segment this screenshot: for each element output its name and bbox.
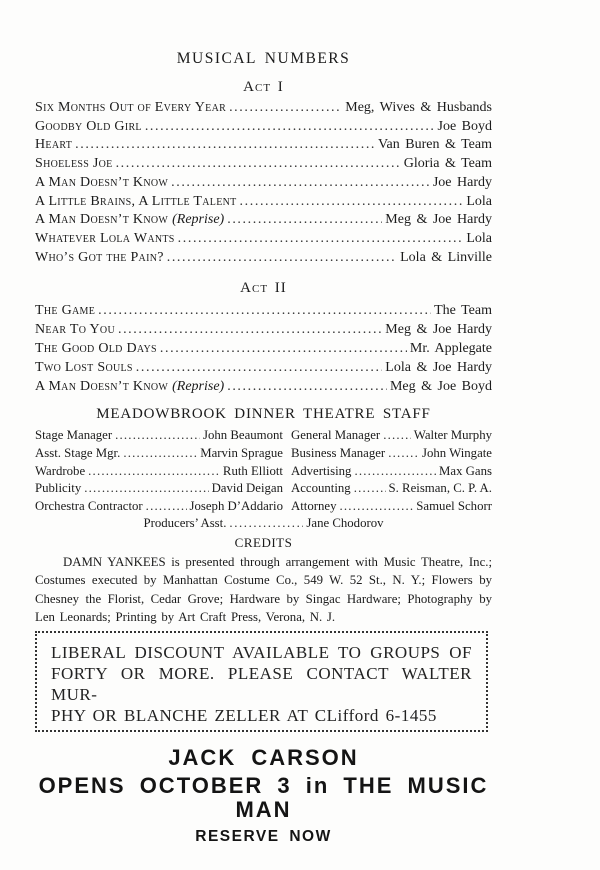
dot-leader [118, 320, 382, 339]
song-row [35, 99, 492, 118]
dot-leader [227, 211, 382, 230]
page-title: MUSICAL NUMBERS [176, 50, 351, 67]
dot-leader [354, 463, 436, 481]
staff-role: Attorney [291, 498, 337, 513]
song-performer: Gloria & Team [403, 156, 492, 172]
staff-role: Advertising [291, 463, 352, 478]
staff-row [291, 427, 492, 445]
dot-leader [167, 249, 397, 268]
staff-column-left [35, 427, 283, 515]
song-performer: Meg & Joe Hardy [385, 322, 492, 338]
dot-leader [98, 301, 431, 320]
dot-leader [388, 445, 419, 463]
ad-show-line: OPENS OCTOBER 3 in THE MUSIC MAN [38, 772, 489, 822]
song-row [35, 118, 492, 137]
credits-text: DAMN YANKEES is presented through arrangement with Music Theatre, Inc.; Costumes executed by Manhattan Costume Co., 549 W. 52 St., N. Y.; Flowers by Chesney the Florist, Cedar Grove; Hardware by Singac Hardware; Photography by Len Leonards; Printing by Art Craft Press, Verona, N. J. [35, 554, 492, 625]
staff-name: John Beaumont [203, 428, 283, 443]
song-performer: Lola [466, 230, 492, 246]
song-performer: Meg & Joe Boyd [389, 379, 492, 395]
song-row [35, 339, 492, 358]
staff-role: Stage Manager [35, 428, 113, 443]
staff-row-producers-asst [35, 515, 492, 533]
staff-role: Orchestra Contractor [35, 498, 143, 513]
staff-row [35, 498, 283, 516]
song-performer: Meg & Joe Hardy [385, 212, 492, 228]
song-title: Goodby Old Girl [35, 118, 142, 134]
staff-name: David Deigan [211, 481, 283, 496]
dot-leader [146, 498, 187, 516]
staff-role: Asst. Stage Mgr. [35, 445, 121, 460]
dot-leader [136, 358, 383, 377]
staff-role: General Manager [291, 428, 381, 443]
dot-leader [229, 99, 342, 118]
song-row [35, 320, 492, 339]
song-title: Shoeless Joe [35, 156, 113, 172]
dot-leader [88, 463, 220, 481]
staff-name: Samuel Schorr [416, 498, 492, 513]
staff-name: Marvin Sprague [200, 445, 283, 460]
song-title: The Game [35, 303, 96, 319]
song-performer: Lola & Joe Hardy [385, 360, 492, 376]
song-performer: The Team [434, 303, 492, 319]
dot-leader [240, 193, 464, 212]
staff-columns [35, 427, 492, 515]
song-title: Six Months Out of Every Year [35, 100, 227, 115]
staff-role: Wardrobe [35, 463, 86, 478]
act-2-heading: Act II [240, 280, 287, 297]
staff-role: Producers’ Asst. [143, 516, 227, 531]
staff-name: Ruth Elliott [222, 463, 283, 478]
song-row [35, 193, 492, 212]
group-discount-notice [35, 631, 488, 732]
song-performer: Meg, Wives & Husbands [345, 100, 492, 115]
song-performer: Joe Boyd [437, 118, 492, 134]
staff-heading: MEADOWBROOK DINNER THEATRE STAFF [96, 406, 431, 423]
staff-name: Walter Murphy [413, 428, 492, 443]
song-title: The Good Old Days [35, 341, 157, 357]
song-row [35, 358, 492, 377]
dot-leader [145, 118, 435, 137]
credits-heading: CREDITS [234, 534, 293, 550]
song-performer: Van Buren & Team [377, 137, 492, 153]
notice-line: PHY OR BLANCHE ZELLER AT CLifford 6-1455 [51, 705, 437, 725]
dot-leader [115, 427, 200, 445]
act-1-song-list [35, 99, 492, 267]
staff-row [291, 480, 492, 498]
song-title-suffix: (Reprise) [172, 379, 225, 395]
song-row [35, 377, 492, 396]
song-performer: Lola [466, 193, 492, 209]
song-title: A Man Doesn’t Know [35, 174, 169, 190]
dot-leader [383, 427, 411, 445]
dot-leader [178, 230, 464, 249]
notice-line: FORTY OR MORE. PLEASE CONTACT WALTER MUR- [51, 663, 472, 704]
staff-name: Jane Chodorov [306, 516, 384, 531]
staff-role: Business Manager [291, 445, 386, 460]
staff-row [291, 498, 492, 516]
staff-row [35, 480, 283, 498]
staff-row [291, 463, 492, 481]
staff-row [35, 445, 283, 463]
song-title: A Man Doesn’t Know [35, 212, 169, 228]
staff-role: Accounting [291, 481, 351, 496]
dot-leader [229, 515, 303, 533]
dot-leader [340, 498, 414, 516]
staff-row [35, 463, 283, 481]
song-row [35, 230, 492, 249]
staff-name: Joseph D’Addario [189, 498, 283, 513]
song-title: Near To You [35, 322, 115, 338]
song-title: Who’s Got the Pain? [35, 249, 164, 265]
staff-name: Max Gans [439, 463, 492, 478]
song-title: Two Lost Souls [35, 360, 133, 376]
song-row [35, 174, 492, 193]
dot-leader [123, 445, 197, 463]
song-performer: Mr. Applegate [409, 341, 492, 357]
dot-leader [171, 174, 430, 193]
staff-column-right [291, 427, 492, 515]
staff-name: S. Reisman, C. P. A. [388, 481, 492, 496]
act-1-heading: Act I [243, 79, 284, 95]
song-row [35, 211, 492, 230]
dot-leader [75, 136, 375, 155]
dot-leader [354, 480, 386, 498]
notice-line: LIBERAL DISCOUNT AVAILABLE TO GROUPS OF [51, 642, 472, 662]
song-row [35, 155, 492, 174]
staff-row [35, 427, 283, 445]
act-2-song-list [35, 301, 492, 396]
song-title: A Man Doesn’t Know [35, 379, 169, 395]
song-title: Heart [35, 137, 73, 153]
staff-row [291, 445, 492, 463]
song-performer: Joe Hardy [432, 174, 492, 190]
dot-leader [227, 377, 387, 396]
staff-role: Publicity [35, 481, 82, 496]
ad-actor-name: JACK CARSON [168, 744, 359, 770]
song-title: Whatever Lola Wants [35, 230, 175, 246]
song-performer: Lola & Linville [400, 249, 492, 265]
song-row [35, 136, 492, 155]
upcoming-show-ad [35, 746, 492, 845]
dot-leader [116, 155, 401, 174]
song-title: A Little Brains, A Little Talent [35, 193, 237, 209]
song-row [35, 301, 492, 320]
song-row [35, 249, 492, 268]
dot-leader [84, 480, 208, 498]
staff-name: John Wingate [422, 445, 492, 460]
song-title-suffix: (Reprise) [172, 212, 225, 228]
ad-reserve-line: RESERVE NOW [195, 827, 332, 845]
dot-leader [160, 339, 407, 358]
program-page [35, 0, 492, 845]
